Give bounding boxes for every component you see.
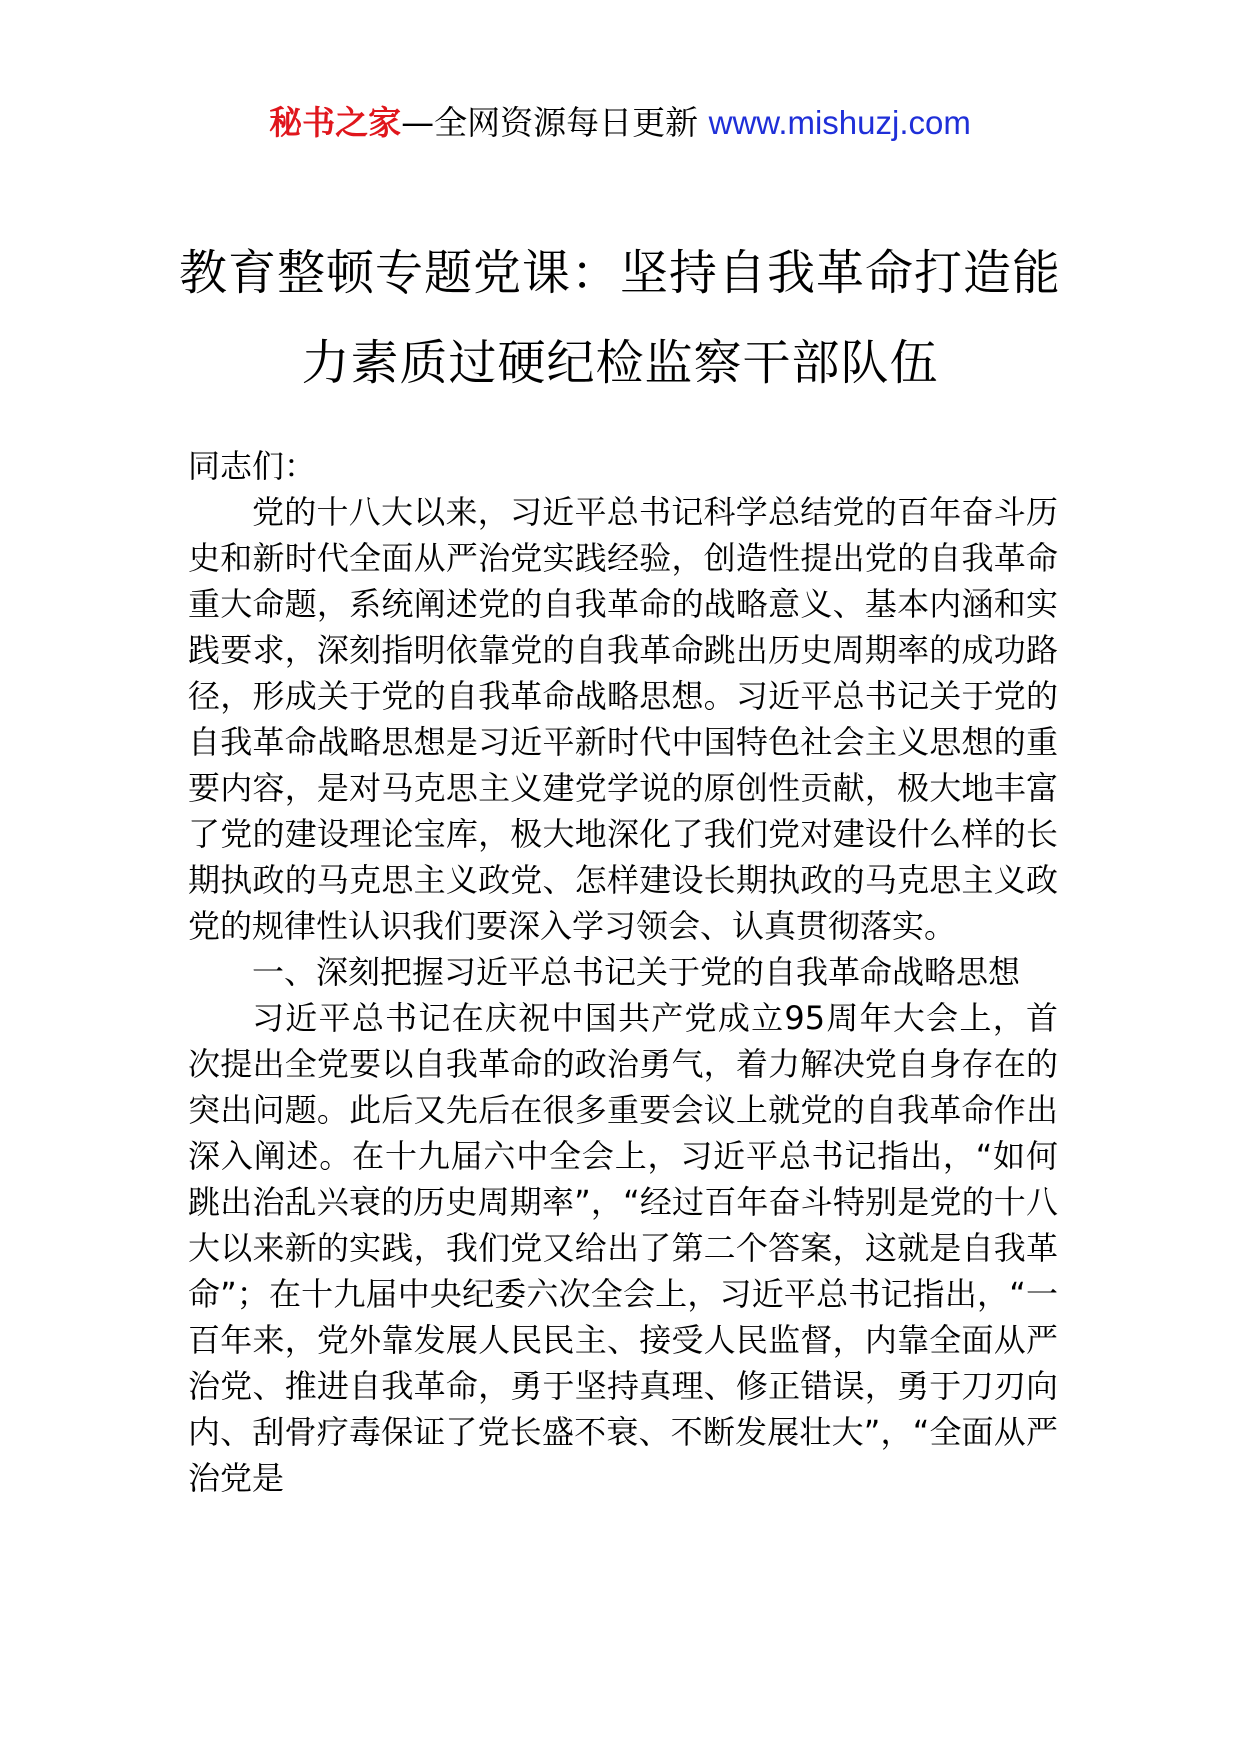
salutation: 同志们： xyxy=(188,447,317,485)
title-line-2: 力素质过硬纪检监察干部队伍 xyxy=(301,335,939,391)
section-heading-1: 一、深刻把握习近平总书记关于党的自我革命战略思想 xyxy=(252,953,1021,991)
title-line-1: 教育整顿专题党课：坚持自我革命打造能 xyxy=(178,245,1061,301)
paragraph-intro: 党的十八大以来，习近平总书记科学总结党的百年奋斗历史和新时代全面从严治党实践经验，创造性提出党的自我革命重大命题，系统阐述党的自我革命的战略意义、基本内涵和实践要求，深刻指明依靠党的自我革命跳出历史周期率的成功路径，形成关于党的自我革命战略思想。习近平总书记关于党的自我革命战略思想是习近平新时代中国特色社会主义思想的重要内容，是对马克思主义建党学说的原创性贡献，极大地丰富了党的建设理论宝库，极大地深化了我们党对建设什么样的长期执政的马克思主义政党、怎样建设长期执政的马克思主义政党的规律性认识我们要深入学习领会、认真贯彻落实。 xyxy=(188,493,1058,945)
document-title xyxy=(150,228,1090,408)
site-tagline: —全网资源每日更新 xyxy=(401,103,709,142)
paragraph-section-1: 习近平总书记在庆祝中国共产党成立95周年大会上，首次提出全党要以自我革命的政治勇气，着力解决党自身存在的突出问题。此后又先后在很多重要会议上就党的自我革命作出深入阐述。在十九届六中全会上，习近平总书记指出，“如何跳出治乱兴衰的历史周期率”，“经过百年奋斗特别是党的十八大以来新的实践，我们党又给出了第二个答案，这就是自我革命”；在十九届中央纪委六次全会上，习近平总书记指出，“一百年来，党外靠发展人民民主、接受人民监督，内靠全面从严治党、推进自我革命，勇于坚持真理、修正错误，勇于刀刃向内、刮骨疗毒保证了党长盛不衰、不断发展壮大”，“全面从严治党是 xyxy=(188,999,1058,1497)
document-body xyxy=(188,443,1058,1501)
site-header xyxy=(0,98,1240,148)
brand-name: 秘书之家 xyxy=(269,103,402,142)
site-url-link[interactable]: www.mishuzj.com xyxy=(708,104,971,141)
